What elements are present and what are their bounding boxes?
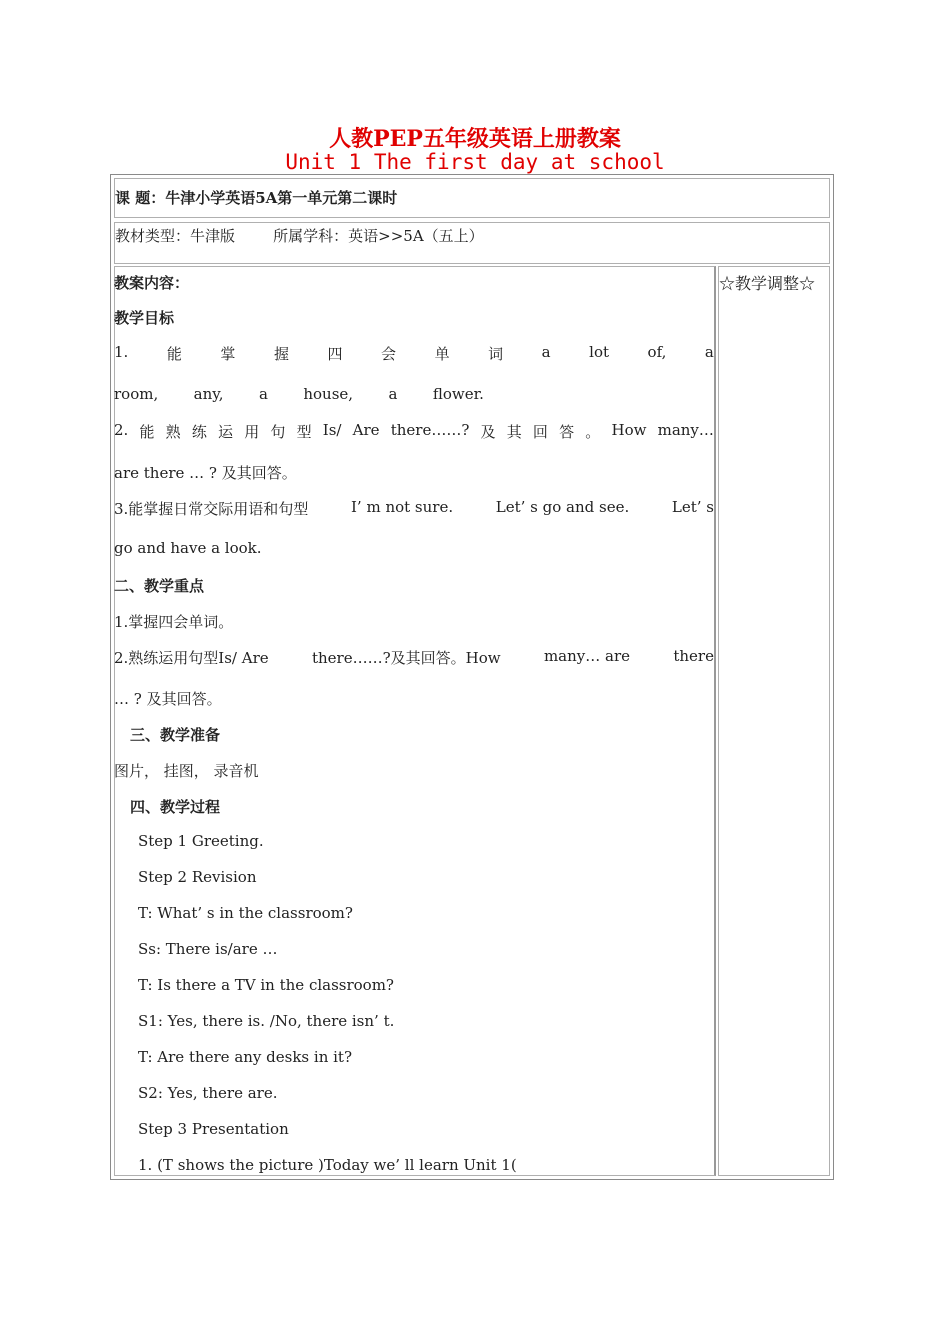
word: any, <box>193 385 224 403</box>
goal-1-line-a <box>114 343 714 364</box>
word: Are <box>352 421 380 439</box>
course-row <box>114 178 830 218</box>
key-point-2-line-a <box>114 647 714 668</box>
word: 1. <box>114 343 129 361</box>
word: 型 <box>296 423 312 441</box>
word: there……? <box>390 421 470 439</box>
word: lot <box>589 343 610 361</box>
preparation-title: 三、教学准备 <box>130 726 221 744</box>
word: 其 <box>506 423 522 441</box>
word: I’ m not sure. <box>350 498 454 516</box>
goal-3-line-b: go and have a look. <box>114 539 262 557</box>
word: 用 <box>244 423 260 441</box>
process-line: S2: Yes, there are. <box>138 1084 278 1102</box>
content-header: 教案内容： <box>114 274 190 292</box>
goal-1-line-b <box>114 385 484 403</box>
word: 单 <box>434 345 450 363</box>
process-line: Ss: There is/are … <box>138 940 278 958</box>
word: 会 <box>381 345 397 363</box>
word: a <box>258 385 268 403</box>
process-line: T: Is there a TV in the classroom? <box>138 976 394 994</box>
word: 练 <box>191 423 207 441</box>
goal-2-line-a <box>114 421 714 442</box>
word: 掌 <box>220 345 236 363</box>
word: a <box>541 343 551 361</box>
word: 。 <box>585 423 601 441</box>
word: 熟 <box>165 423 181 441</box>
word: a <box>388 385 398 403</box>
word: 句 <box>270 423 286 441</box>
word: many… are <box>543 647 630 665</box>
key-point-1: 1.掌握四会单词。 <box>114 613 234 631</box>
word: many… <box>657 421 714 439</box>
word: 运 <box>218 423 234 441</box>
word: Is/ <box>322 421 342 439</box>
word: a <box>704 343 714 361</box>
adjustment-cell <box>718 266 830 1176</box>
word: 2.熟练运用句型Is/ Are <box>114 649 269 667</box>
course-label: 课 题：牛津小学英语5A第一单元第二课时 <box>115 189 398 207</box>
adjustment-header: ☆教学调整☆ <box>719 274 816 293</box>
word: 握 <box>273 345 289 363</box>
process-line: Step 2 Revision <box>138 868 257 886</box>
word: 词 <box>488 345 504 363</box>
word: 答 <box>559 423 575 441</box>
document-title: 人教PEP五年级英语上册教案 <box>329 126 621 152</box>
word: 回 <box>532 423 548 441</box>
process-line: T: What’ s in the classroom? <box>138 904 353 922</box>
process-line: Step 1 Greeting. <box>138 832 264 850</box>
word: 3.能掌握日常交际用语和句型 <box>114 500 309 518</box>
word: of, <box>647 343 667 361</box>
word: 四 <box>327 345 343 363</box>
goal-3-line-a <box>114 498 714 519</box>
word: 能 <box>139 423 155 441</box>
goals-title: 教学目标 <box>114 309 175 327</box>
key-point-2-line-b: … ? 及其回答。 <box>114 690 222 708</box>
material-label: 教材类型：牛津版 所属学科：英语>>5A（五上） <box>115 227 484 245</box>
document-subtitle: Unit 1 The first day at school <box>285 150 665 174</box>
word: house, <box>303 385 354 403</box>
word: flower. <box>432 385 484 403</box>
goal-2-line-b: are there … ? 及其回答。 <box>114 464 297 482</box>
process-line: 1. (T shows the picture )Today we’ ll learn Unit 1( <box>138 1156 517 1174</box>
word: room, <box>114 385 159 403</box>
material-row <box>114 222 830 264</box>
process-line: S1: Yes, there is. /No, there isn’ t. <box>138 1012 395 1030</box>
word: 及 <box>480 423 496 441</box>
word: 2. <box>114 421 129 439</box>
word: there……?及其回答。How <box>311 649 501 667</box>
preparation-items: 图片， 挂图， 录音机 <box>114 762 259 780</box>
key-points-title: 二、教学重点 <box>114 577 205 595</box>
word: How <box>611 421 647 439</box>
process-line: Step 3 Presentation <box>138 1120 289 1138</box>
word: 能 <box>166 345 182 363</box>
word: Let’ s <box>671 498 714 516</box>
process-title: 四、教学过程 <box>130 798 221 816</box>
process-line: T: Are there any desks in it? <box>138 1048 352 1066</box>
word: there <box>673 647 714 665</box>
word: Let’ s go and see. <box>495 498 630 516</box>
